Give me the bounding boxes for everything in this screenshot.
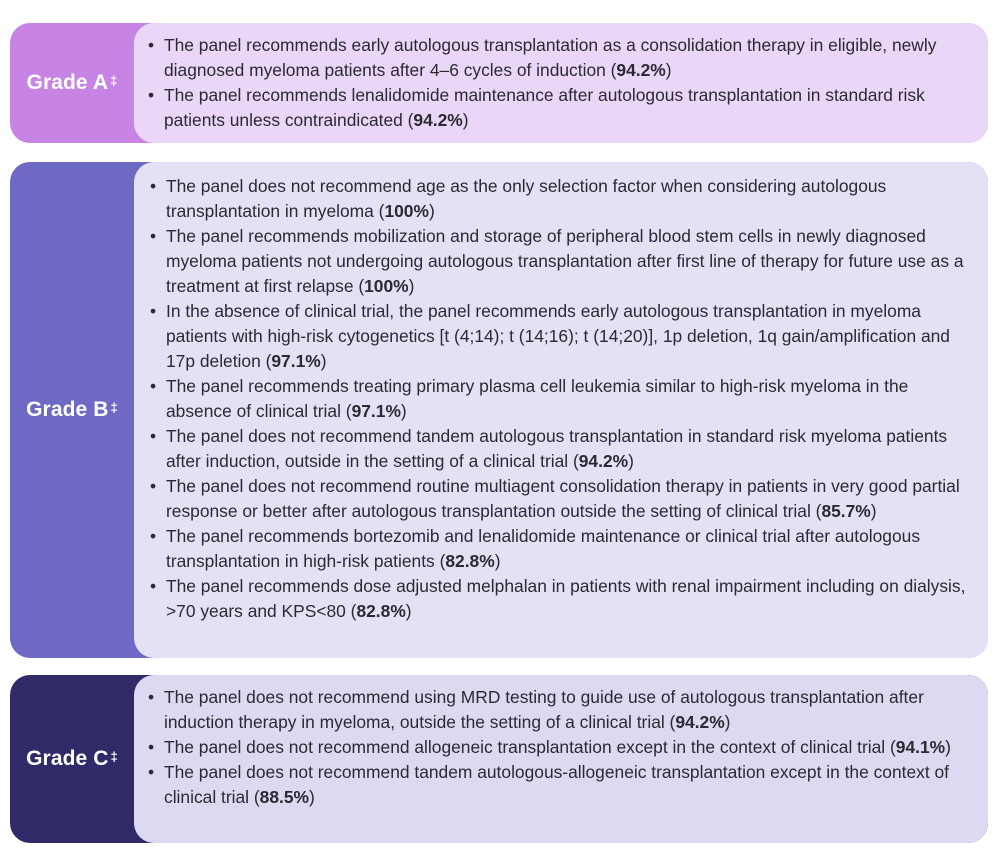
grade-c-list [148, 685, 978, 810]
grade-b-mark: ‡ [110, 399, 118, 415]
consensus-percent: 85.7% [821, 501, 871, 521]
consensus-percent: 94.2% [578, 451, 629, 471]
grade-b-block [10, 162, 988, 658]
recommendation-item: • The panel does not recommend age as the only selection factor when considering autologous transplantation in myeloma (100%) [150, 174, 978, 224]
consensus-percent: 97.1% [351, 401, 401, 421]
consensus-percent: 100% [364, 276, 409, 296]
recommendation-item: • The panel does not recommend routine multiagent consolidation therapy in patients in very good partial response or better after autologous transplantation outside the setting of clinical trial (85.7%) [150, 474, 978, 524]
recommendation-item: • The panel recommends treating primary plasma cell leukemia similar to high-risk myeloma in the absence of clinical trial (97.1%) [150, 374, 978, 424]
recommendation-item: • In the absence of clinical trial, the panel recommends early autologous transplantation in myeloma patients with high-risk cytogenetics [t (4;14); t (14;16); t (14;20)], 1p deletion, 1q gain/amplification and 17p deletion (97.1%) [150, 299, 978, 374]
grade-a-panel [134, 23, 988, 143]
recommendation-item: • The panel recommends early autologous transplantation as a consolidation therapy in eligible, newly diagnosed myeloma patients after 4–6 cycles of induction (94.2%) [148, 33, 978, 83]
consensus-percent: 94.2% [413, 110, 463, 130]
grade-a-block [10, 23, 988, 143]
recommendation-item: • The panel does not recommend tandem autologous-allogeneic transplantation except in the context of clinical trial (88.5%) [148, 760, 978, 810]
consensus-percent: 94.1% [895, 737, 946, 757]
recommendation-item: • The panel does not recommend allogeneic transplantation except in the context of clinical trial (94.1%) [148, 735, 978, 760]
grade-a-list [148, 33, 978, 133]
grade-b-list [150, 174, 978, 624]
grade-c-block [10, 675, 988, 843]
consensus-percent: 82.8% [445, 551, 495, 571]
recommendation-item: • The panel recommends mobilization and storage of peripheral blood stem cells in newly diagnosed myeloma patients not undergoing autologous transplantation after first line of therapy for future use as a treatment at first relapse (100%) [150, 224, 978, 299]
grade-a-label [10, 23, 134, 143]
consensus-percent: 94.2% [616, 60, 666, 80]
recommendation-item: • The panel recommends lenalidomide maintenance after autologous transplantation in standard risk patients unless contraindicated (94.2%) [148, 83, 978, 133]
grade-c-title: Grade C [26, 747, 109, 770]
grade-a-mark: ‡ [110, 72, 118, 88]
consensus-percent: 82.8% [356, 601, 406, 621]
consensus-percent: 94.2% [675, 712, 725, 732]
recommendation-item: • The panel recommends dose adjusted melphalan in patients with renal impairment including on dialysis, >70 years and KPS<80 (82.8%) [150, 574, 978, 624]
consensus-percent: 100% [384, 201, 429, 221]
grade-c-mark: ‡ [110, 748, 118, 764]
recommendation-item: • The panel recommends bortezomib and lenalidomide maintenance or clinical trial after autologous transplantation in high-risk patients (82.8%) [150, 524, 978, 574]
grade-c-label [10, 675, 134, 843]
recommendation-item: • The panel does not recommend using MRD testing to guide use of autologous transplantation after induction therapy in myeloma, outside the setting of a clinical trial (94.2%) [148, 685, 978, 735]
grade-b-label [10, 162, 134, 658]
grade-b-panel [134, 162, 988, 658]
grade-a-title: Grade A [26, 71, 109, 94]
grade-b-title: Grade B [26, 398, 109, 421]
grade-c-panel [134, 675, 988, 843]
recommendation-item: • The panel does not recommend tandem autologous transplantation in standard risk myeloma patients after induction, outside in the setting of a clinical trial (94.2%) [150, 424, 978, 474]
consensus-percent: 88.5% [259, 787, 309, 807]
consensus-percent: 97.1% [271, 351, 321, 371]
